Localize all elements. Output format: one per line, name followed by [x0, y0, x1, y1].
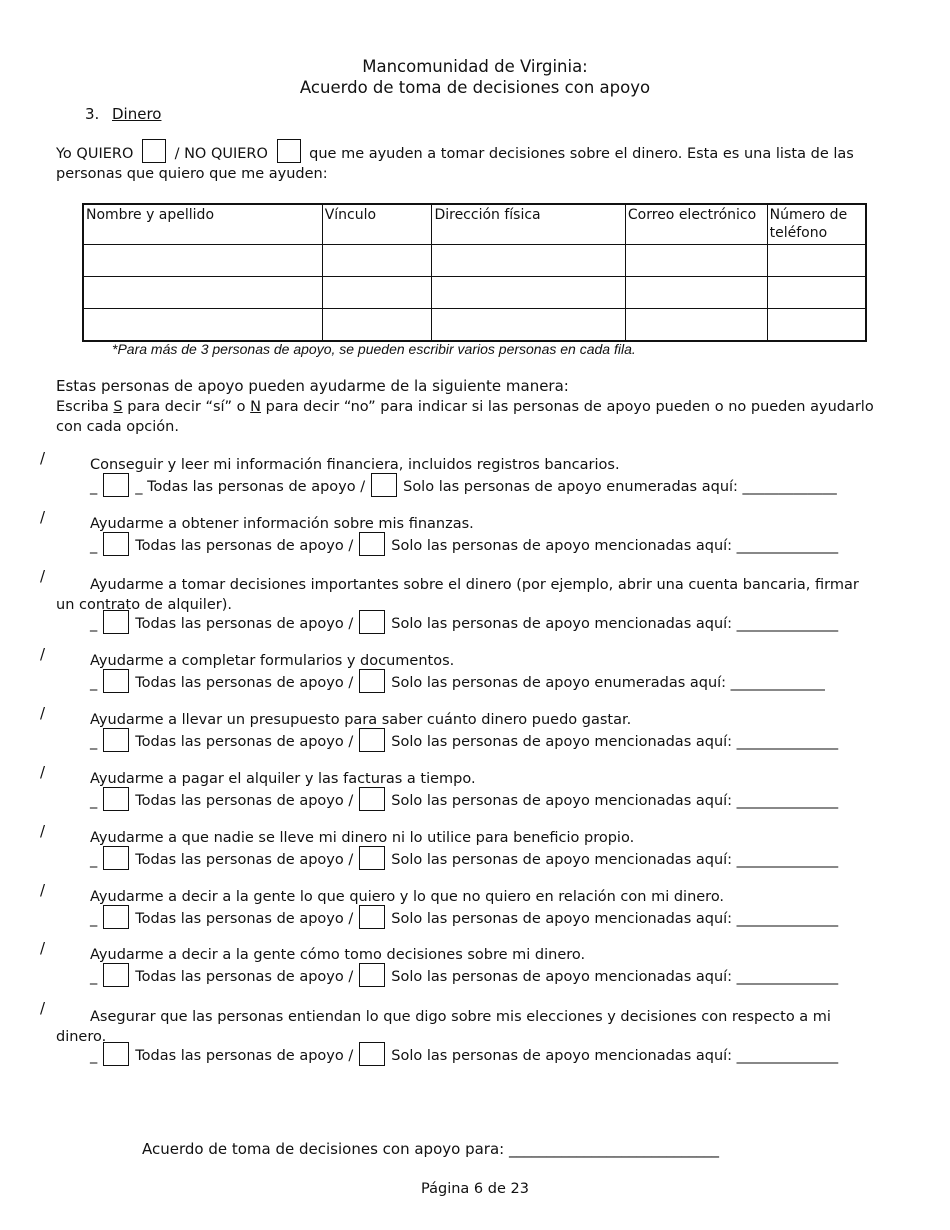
only-listed-label: Solo las personas de apoyo enumeradas aquí: _____________: [403, 479, 837, 495]
only-listed-checkbox[interactable]: [359, 1042, 385, 1066]
all-supporters-checkbox[interactable]: [103, 473, 129, 497]
only-listed-label: Solo las personas de apoyo mencionadas aquí: ______________: [391, 852, 839, 868]
only-listed-label: Solo las personas de apoyo mencionadas aquí: ______________: [391, 793, 839, 809]
table-row: [83, 245, 866, 277]
all-supporters-checkbox[interactable]: [103, 669, 129, 693]
header-phone: Número de teléfono: [767, 204, 866, 245]
table-note: [112, 341, 636, 357]
item-slash: /: [40, 822, 46, 840]
only-listed-label: Solo las personas de apoyo mencionadas aquí: ______________: [391, 734, 839, 750]
header-address: Dirección física: [432, 204, 625, 245]
only-listed-label: Solo las personas de apoyo mencionadas aquí: ______________: [391, 616, 839, 632]
only-listed-label: Solo las personas de apoyo mencionadas aquí: ______________: [391, 1048, 839, 1064]
header-email: Correo electrónico: [625, 204, 767, 245]
table-cell[interactable]: [432, 309, 625, 342]
table-cell[interactable]: [432, 245, 625, 277]
item-text: Ayudarme a llevar un presupuesto para saber cuánto dinero puedo gastar.: [90, 712, 632, 728]
table-cell[interactable]: [767, 309, 866, 342]
item-text: Ayudarme a que nadie se lleve mi dinero ni lo utilice para beneficio propio.: [90, 830, 635, 846]
item-slash: /: [40, 645, 46, 663]
table-row: [83, 277, 866, 309]
item-text: Ayudarme a decir a la gente cómo tomo decisiones sobre mi dinero.: [90, 947, 586, 963]
instr-no-letter: N: [250, 399, 262, 415]
want-label: Yo QUIERO: [56, 146, 134, 162]
only-listed-label: Solo las personas de apoyo mencionadas aquí: ______________: [391, 911, 839, 927]
all-supporters-checkbox[interactable]: [103, 963, 129, 987]
only-listed-checkbox[interactable]: [359, 610, 385, 634]
item-options: _ Todas las personas de apoyo / Solo las personas de apoyo mencionadas aquí: ______________: [90, 1046, 838, 1066]
item-text: Conseguir y leer mi información financiera, incluidos registros bancarios.: [90, 457, 620, 473]
item-text: Asegurar que las personas entiendan lo que digo sobre mis elecciones y decisiones con respecto a mi dinero.: [56, 1009, 831, 1045]
item-slash: /: [40, 881, 46, 899]
not-want-checkbox[interactable]: [277, 139, 301, 163]
document-title-line1: Mancomunidad de Virginia:: [362, 57, 588, 76]
all-supporters-label: Todas las personas de apoyo /: [135, 852, 354, 868]
header-name: Nombre y apellido: [83, 204, 322, 245]
header-relationship: Vínculo: [322, 204, 432, 245]
all-supporters-checkbox[interactable]: [103, 787, 129, 811]
table-header-row: [83, 204, 866, 245]
only-listed-label: Solo las personas de apoyo mencionadas aquí: ______________: [391, 969, 839, 985]
all-supporters-checkbox[interactable]: [103, 846, 129, 870]
all-supporters-checkbox[interactable]: [103, 728, 129, 752]
only-listed-checkbox[interactable]: [359, 963, 385, 987]
instr-yes-letter: S: [113, 399, 123, 415]
not-want-label: / NO QUIERO: [174, 146, 268, 162]
item-slash: /: [40, 704, 46, 722]
section-number: 3.: [85, 105, 100, 123]
all-supporters-label: Todas las personas de apoyo /: [147, 479, 366, 495]
ways-instructions: [56, 397, 886, 437]
table-cell[interactable]: [625, 277, 767, 309]
table-cell[interactable]: [83, 277, 322, 309]
all-supporters-label: Todas las personas de apoyo /: [135, 911, 354, 927]
section-heading: [85, 105, 161, 123]
only-listed-checkbox[interactable]: [371, 473, 397, 497]
table-cell[interactable]: [83, 309, 322, 342]
all-supporters-checkbox[interactable]: [103, 532, 129, 556]
table-row: [83, 309, 866, 342]
note-asterisk: *: [112, 341, 118, 357]
intro-text: que me ayuden a tomar decisiones sobre el dinero. Esta es una lista de las personas que quiero que me ayuden:: [56, 146, 854, 182]
ways-heading: Estas personas de apoyo pueden ayudarme de la siguiente manera:: [56, 377, 569, 395]
item-options: _ Todas las personas de apoyo / Solo las personas de apoyo mencionadas aquí: ______________: [90, 850, 838, 870]
intro-paragraph: [56, 144, 886, 184]
instr-part: para decir “sí” o: [122, 399, 251, 415]
table-cell[interactable]: [322, 309, 432, 342]
table-cell[interactable]: [767, 245, 866, 277]
item-slash: /: [40, 567, 46, 585]
instr-part: Escriba: [56, 399, 114, 415]
item-options: _ Todas las personas de apoyo / Solo las personas de apoyo mencionadas aquí: ______________: [90, 791, 838, 811]
want-checkbox[interactable]: [142, 139, 166, 163]
document-title-line2: Acuerdo de toma de decisiones con apoyo: [299, 78, 651, 97]
item-text: Ayudarme a pagar el alquiler y las facturas a tiempo.: [90, 771, 476, 787]
all-supporters-label: Todas las personas de apoyo /: [135, 616, 354, 632]
only-listed-checkbox[interactable]: [359, 532, 385, 556]
all-supporters-label: Todas las personas de apoyo /: [135, 675, 354, 691]
all-supporters-label: Todas las personas de apoyo /: [135, 1048, 354, 1064]
table-cell[interactable]: [322, 245, 432, 277]
item-options: _ Todas las personas de apoyo / Solo las personas de apoyo mencionadas aquí: ______________: [90, 536, 838, 556]
item-options: _ Todas las personas de apoyo / Solo las personas de apoyo mencionadas aquí: ______________: [90, 909, 838, 929]
instr-part: para decir “no” para indicar si las personas de apoyo pueden o no pueden ayudarlo con cada opción.: [56, 399, 874, 435]
table-cell[interactable]: [767, 277, 866, 309]
item-slash: /: [40, 939, 46, 957]
all-supporters-checkbox[interactable]: [103, 610, 129, 634]
support-people-table: [82, 203, 867, 342]
only-listed-checkbox[interactable]: [359, 905, 385, 929]
only-listed-checkbox[interactable]: [359, 787, 385, 811]
only-listed-label: Solo las personas de apoyo mencionadas aquí: ______________: [391, 538, 839, 554]
item-options: _ Todas las personas de apoyo / Solo las personas de apoyo mencionadas aquí: ______________: [90, 967, 838, 987]
table-cell[interactable]: [322, 277, 432, 309]
item-text: Ayudarme a obtener información sobre mis finanzas.: [90, 516, 474, 532]
item-text: Ayudarme a tomar decisiones importantes sobre el dinero (por ejemplo, abrir una cuenta bancaria, firmar un contrato de alquiler).: [56, 577, 859, 613]
page-number: Página 6 de 23: [421, 1181, 529, 1197]
table-cell[interactable]: [625, 309, 767, 342]
item-slash: /: [40, 508, 46, 526]
section-label: Dinero: [112, 105, 162, 123]
only-listed-checkbox[interactable]: [359, 728, 385, 752]
only-listed-checkbox[interactable]: [359, 846, 385, 870]
item-slash: /: [40, 999, 46, 1017]
table-cell[interactable]: [83, 245, 322, 277]
agreement-for-line: Acuerdo de toma de decisiones con apoyo para: ____________________________: [142, 1140, 719, 1158]
item-text: Ayudarme a decir a la gente lo que quiero y lo que no quiero en relación con mi dinero.: [90, 889, 725, 905]
item-slash: /: [40, 449, 46, 467]
only-listed-label: Solo las personas de apoyo enumeradas aquí: _____________: [391, 675, 825, 691]
all-supporters-label: Todas las personas de apoyo /: [135, 793, 354, 809]
table-cell[interactable]: [625, 245, 767, 277]
item-options: _ Todas las personas de apoyo / Solo las personas de apoyo mencionadas aquí: ______________: [90, 614, 838, 634]
all-supporters-label: Todas las personas de apoyo /: [135, 538, 354, 554]
all-supporters-checkbox[interactable]: [103, 1042, 129, 1066]
item-options: _ _ Todas las personas de apoyo / Solo las personas de apoyo enumeradas aquí: _____________: [90, 477, 837, 497]
note-text: Para más de 3 personas de apoyo, se pueden escribir varios personas en cada fila.: [117, 341, 636, 357]
item-options: _ Todas las personas de apoyo / Solo las personas de apoyo enumeradas aquí: _____________: [90, 673, 825, 693]
table-cell[interactable]: [432, 277, 625, 309]
all-supporters-label: Todas las personas de apoyo /: [135, 734, 354, 750]
item-slash: /: [40, 763, 46, 781]
all-supporters-checkbox[interactable]: [103, 905, 129, 929]
item-options: _ Todas las personas de apoyo / Solo las personas de apoyo mencionadas aquí: ______________: [90, 732, 838, 752]
all-supporters-label: Todas las personas de apoyo /: [135, 969, 354, 985]
only-listed-checkbox[interactable]: [359, 669, 385, 693]
item-text: Ayudarme a completar formularios y documentos.: [90, 653, 455, 669]
